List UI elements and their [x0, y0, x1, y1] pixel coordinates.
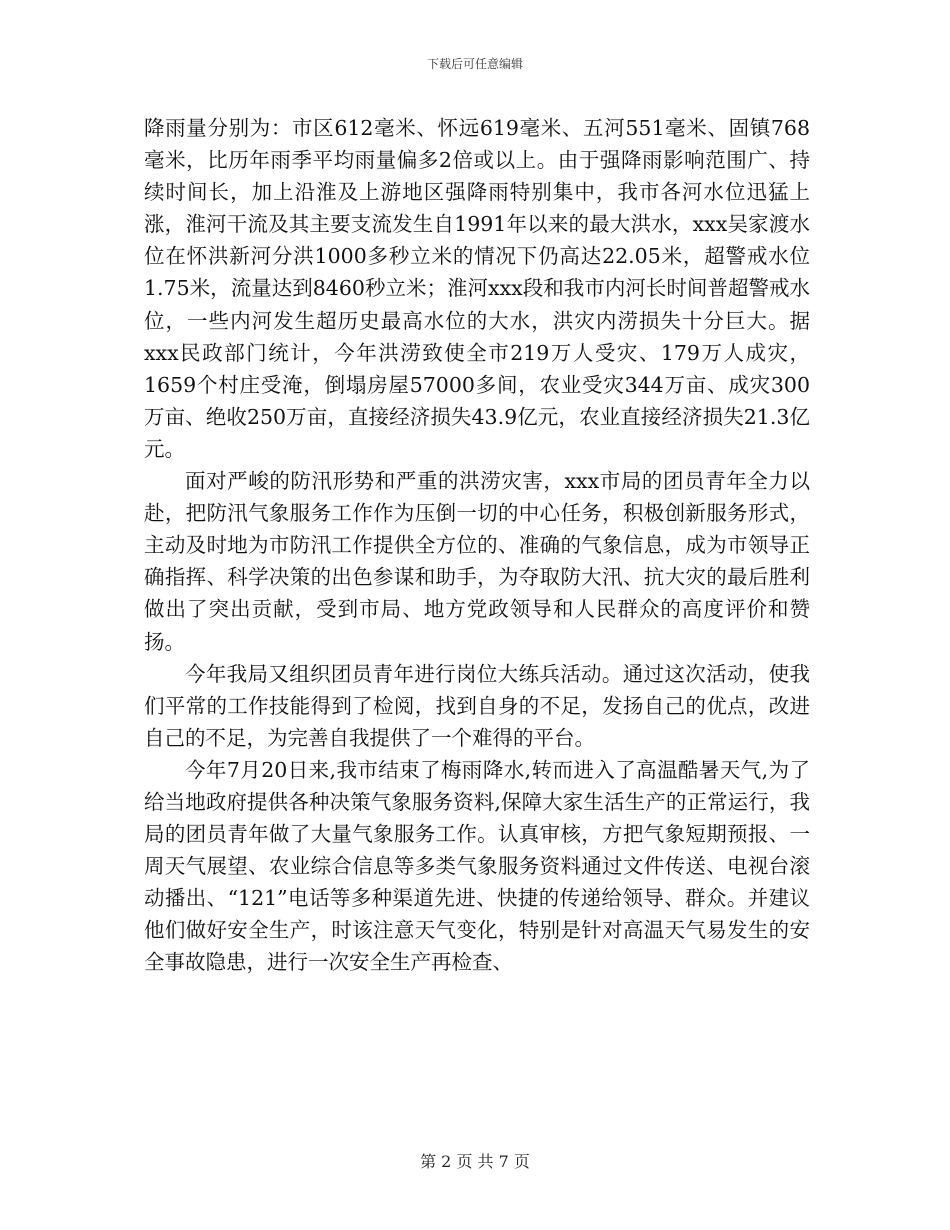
paragraph-heat-service: 今年7月20日来,我市结束了梅雨降水,转而进入了高温酷暑天气,为了给当地政府提供各种决策气象服务资料,保障大家生活生产的正常运行，我局的团员青年做了大量气象服务工作。认真审核，方把气象短期预报、一周天气展望、农业综合信息等多类气象服务资料通过文件传送、电视台滚动播出、“121”电话等多种渠道先进、快捷的传递给领导、群众。并建议他们做好安全生产，时该注意天气变化，特别是针对高温天气易发生的安全事故隐患，进行一次安全生产再检查、 — [144, 757, 810, 975]
document-body — [144, 112, 810, 979]
paragraph-rainfall: 降雨量分别为：市区612毫米、怀远619毫米、五河551毫米、固镇768毫米，比历年雨季平均雨量偏多2倍或以上。由于强降雨影响范围广、持续时间长，加上沿淮及上游地区强降雨特别集中，我市各河水位迅猛上涨，淮河干流及其主要支流发生自1991年以来的最大洪水，xxx吴家渡水位在怀洪新河分洪1000多秒立米的情况下仍高达22.05米，超警戒水位1.75米，流量达到8460秒立米；淮河xxx段和我市内河长时间普超警戒水位，一些内河发生超历史最高水位的大水，洪灾内涝损失十分巨大。据xxx民政部门统计，今年洪涝致使全市219万人受灾、179万人成灾，1659个村庄受淹，倒塌房屋57000多间，农业受灾344万亩、成灾300万亩、绝收250万亩，直接经济损失43.9亿元，农业直接经济损失21.3亿元。 — [144, 116, 810, 461]
header-note: 下载后可任意编辑 — [426, 57, 523, 71]
paragraph-flood-response: 面对严峻的防汛形势和严重的洪涝灾害，xxx市局的团员青年全力以赴，把防汛气象服务工作作为压倒一切的中心任务，积极创新服务形式，主动及时地为市防汛工作提供全方位的、准确的气象信息，成为市领导正确指挥、科学决策的出色参谋和助手，为夺取防大汛、抗大灾的最后胜利做出了突出贡献，受到市局、地方党政领导和人民群众的高度评价和赞扬。 — [144, 469, 810, 654]
paragraph-training: 今年我局又组织团员青年进行岗位大练兵活动。通过这次活动，使我们平常的工作技能得到了检阅，找到自身的不足，发扬自己的优点，改进自己的不足，为完善自我提供了一个难得的平台。 — [144, 661, 810, 750]
page-number: 第 2 页 共 7 页 — [420, 1152, 530, 1171]
